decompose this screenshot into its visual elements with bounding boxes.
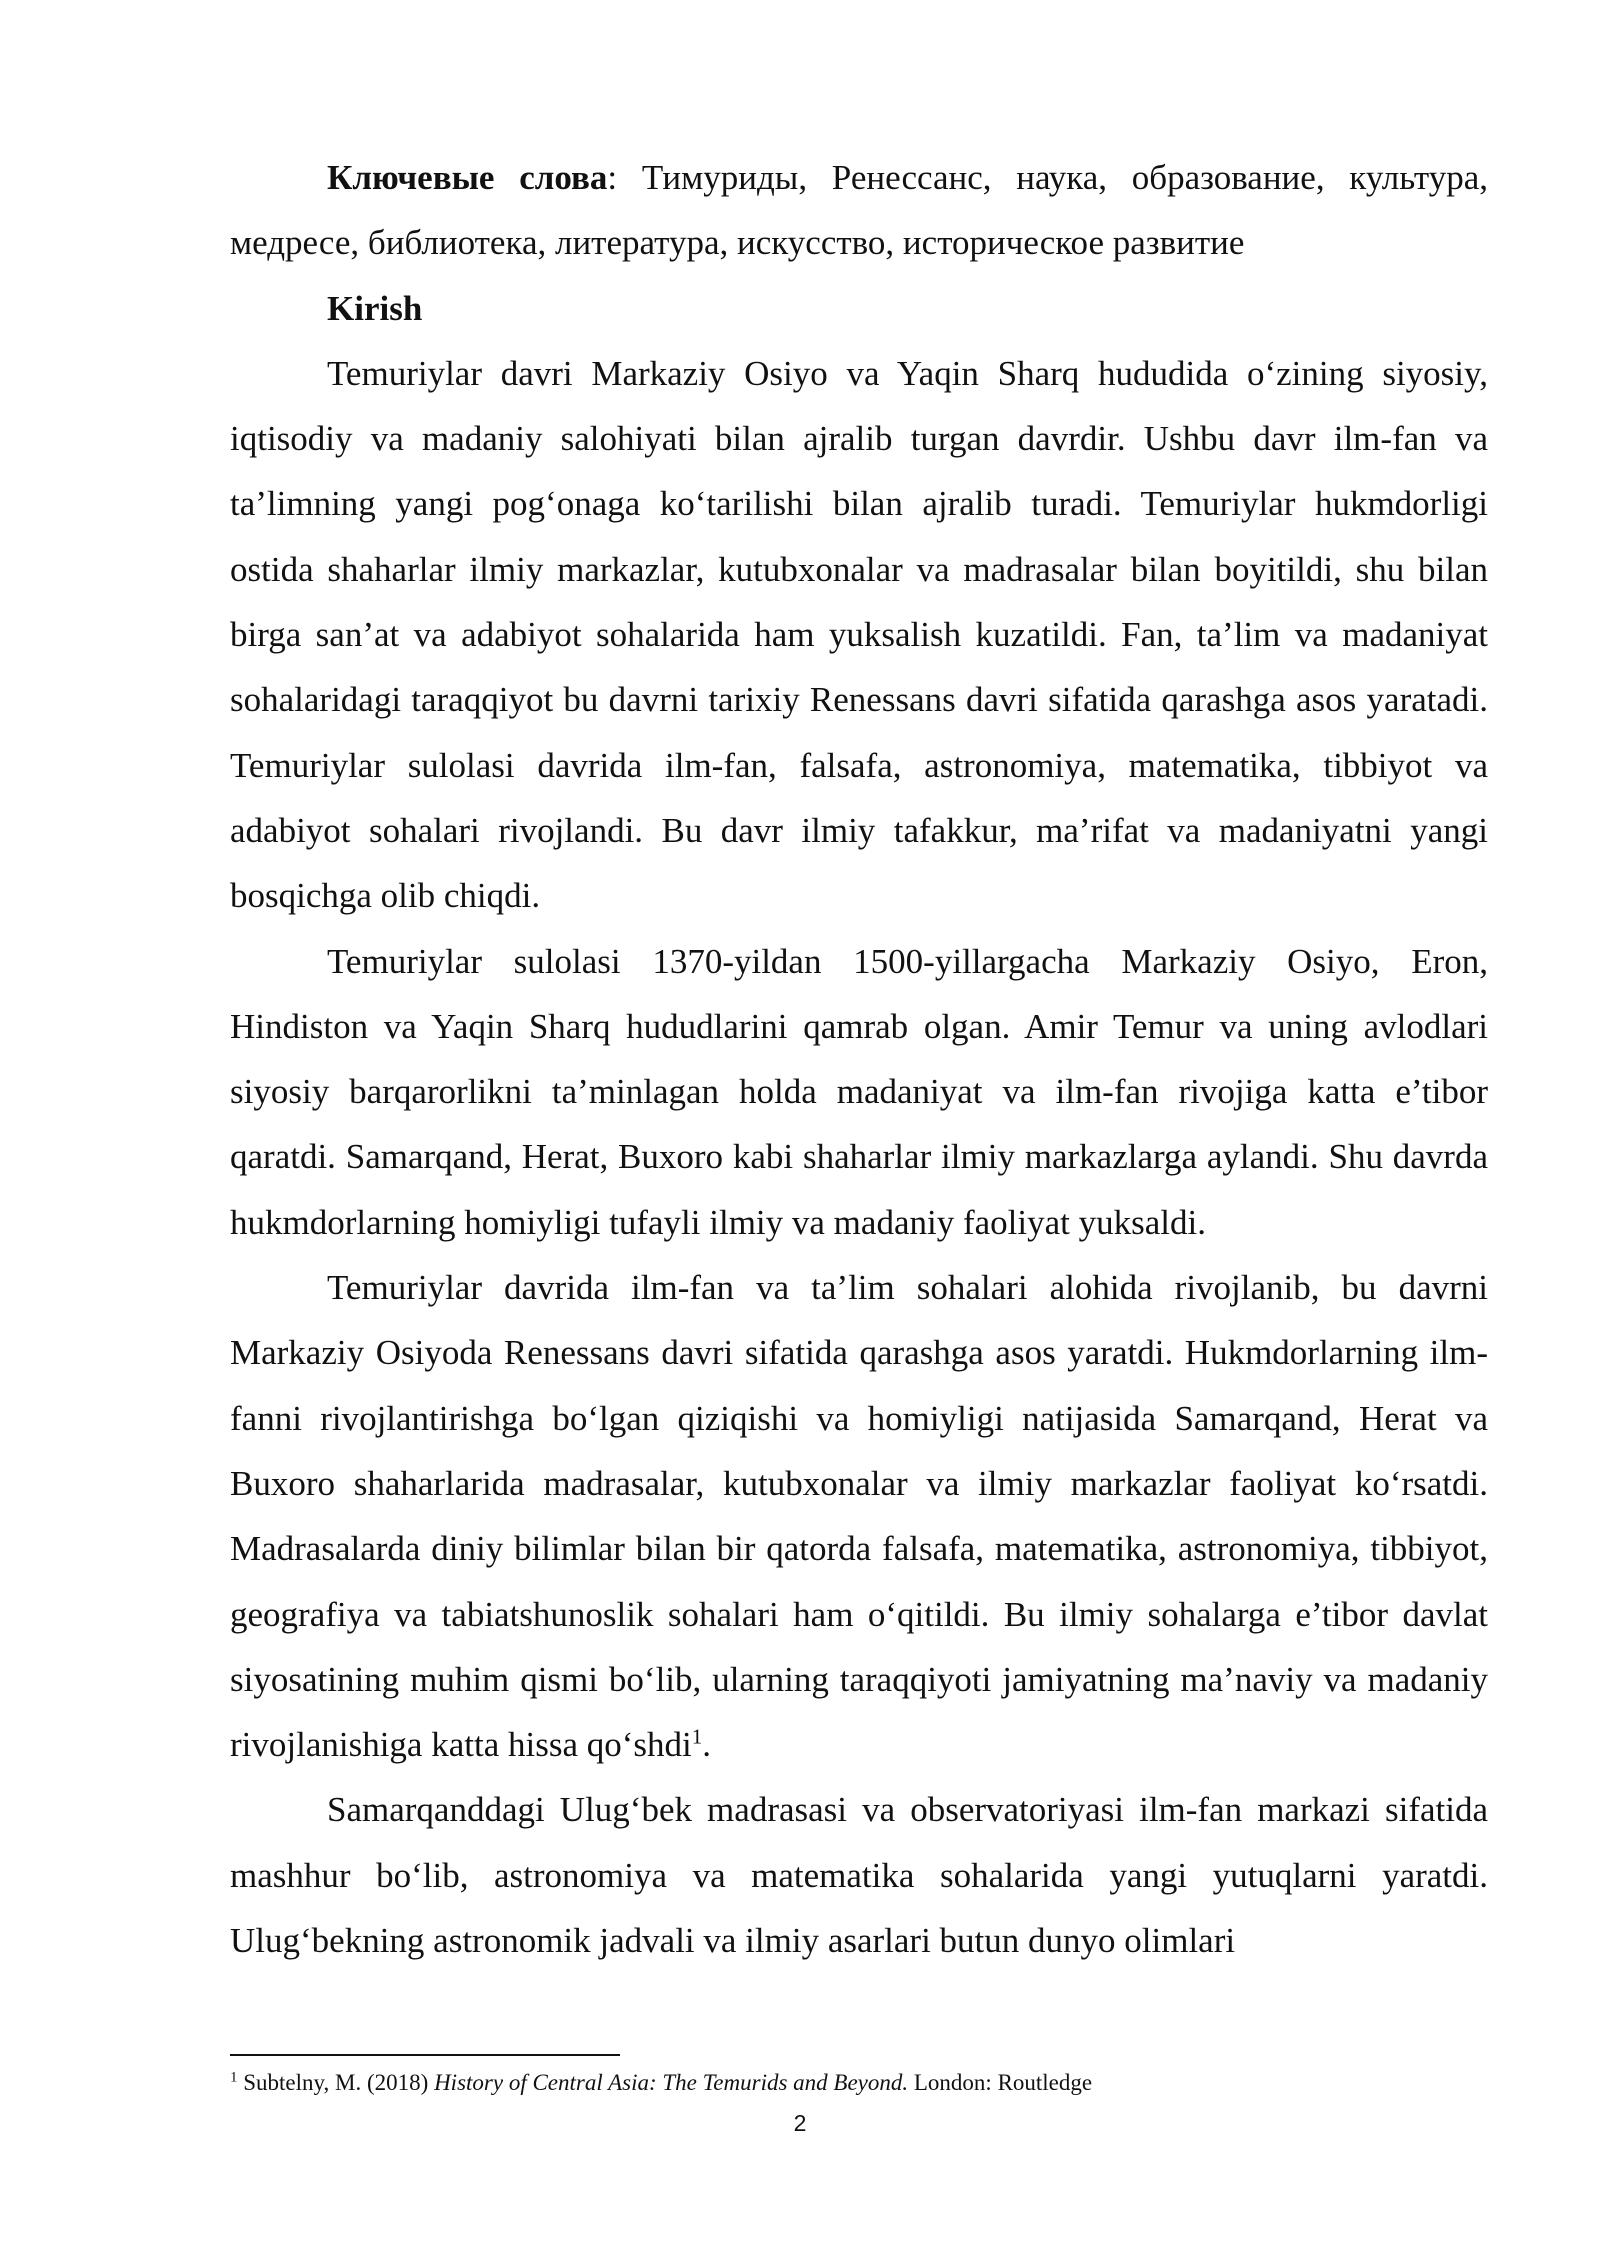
- keywords-text: Тимуриды, Ренессанс, наука, образование, культура, медресе, библиотека, литература, искусство, историческое развитие: [230, 158, 1488, 263]
- footnote-author: Subtelny, M. (2018): [237, 2070, 435, 2095]
- footnote-marker: 1: [230, 2069, 238, 2086]
- footnote: [230, 2068, 1488, 2098]
- paragraph-2: [230, 929, 1488, 1255]
- footnote-title: History of Central Asia: The Temurids and Beyond.: [434, 2070, 909, 2095]
- footnote-publisher: London: Routledge: [908, 2070, 1093, 2095]
- footnote-separator: [230, 2054, 620, 2056]
- page-number: 2: [793, 2110, 807, 2136]
- keywords-separator: :: [607, 158, 618, 197]
- paragraph-2-text: Temuriylar sulolasi 1370-yildan 1500-yillargacha Markaziy Osiyo, Eron, Hindiston va Yaqin Sharq hududlarini qamrab olgan. Amir Temur va uning avlodlari siyosiy barqarorlikni ta’minlagan holda madaniyat va ilm-fan rivojiga katta e’tibor qaratdi. Samarqand, Herat, Buxoro kabi shaharlar ilmiy markazlarga aylandi. Shu davrda hukmdorlarning homiyligi tufayli ilmiy va madaniy faoliyat yuksaldi.: [230, 941, 1488, 1242]
- section-heading: Kirish: [327, 288, 423, 328]
- paragraph-1: [230, 341, 1488, 929]
- paragraph-3-end: .: [702, 1725, 711, 1765]
- paragraph-4-text: Samarqanddagi Ulug‘bek madrasasi va observatoriyasi ilm-fan markazi sifatida mashhur bo‘lib, astronomiya va matematika sohalarida yangi yutuqlarni yaratdi. Ulug‘bekning astronomik jadvali va ilmiy asarlari butun dunyo olimlari: [230, 1790, 1488, 1961]
- body-text: [230, 145, 1488, 1973]
- keywords-paragraph: [230, 145, 1488, 276]
- footnote-reference[interactable]: 1: [691, 1724, 703, 1749]
- keywords-label: Ключевые слова: [327, 158, 608, 197]
- paragraph-1-text: Temuriylar davri Markaziy Osiyo va Yaqin Sharq hududida o‘zining siyosiy, iqtisodiy va madaniy salohiyati bilan ajralib turgan davrdir. Ushbu davr ilm-fan va ta’limning yangi pog‘onaga ko‘tarilishi bilan ajralib turadi. Temuriylar hukmdorligi ostida shaharlar ilmiy markazlar, kutubxonalar va madrasalar bilan boyitildi, shu bilan birga san’at va adabiyot sohalarida ham yuksalish kuzatildi. Fan, ta’lim va madaniyat sohalaridagi taraqqiyot bu davrni tarixiy Renessans davri sifatida qarashga asos yaratadi. Temuriylar sulolasi davrida ilm-fan, falsafa, astronomiya, matematika, tibbiyot va adabiyot sohalari rivojlandi. Bu davr ilmiy tafakkur, ma’rifat va madaniyatni yangi bosqichga olib chiqdi.: [230, 353, 1488, 916]
- paragraph-3-text: Temuriylar davrida ilm-fan va ta’lim sohalari alohida rivojlanib, bu davrni Markaziy Osiyoda Renessans davri sifatida qarashga asos yaratdi. Hukmdorlarning ilm-fanni rivojlantirishga bo‘lgan qiziqishi va homiyligi natijasida Samarqand, Herat va Buxoro shaharlarida madrasalar, kutubxonalar va ilmiy markazlar faoliyat ko‘rsatdi. Madrasalarda diniy bilimlar bilan bir qatorda falsafa, matematika, astronomiya, tibbiyot, geografiya va tabiatshunoslik sohalari ham o‘qitildi. Bu ilmiy sohalarga e’tibor davlat siyosatining muhim qismi bo‘lib, ularning taraqqiyoti jamiyatning ma’naviy va madaniy rivojlanishiga katta hissa qo‘shdi: [230, 1268, 1488, 1765]
- paragraph-4: [230, 1777, 1488, 1973]
- paragraph-3: [230, 1255, 1488, 1777]
